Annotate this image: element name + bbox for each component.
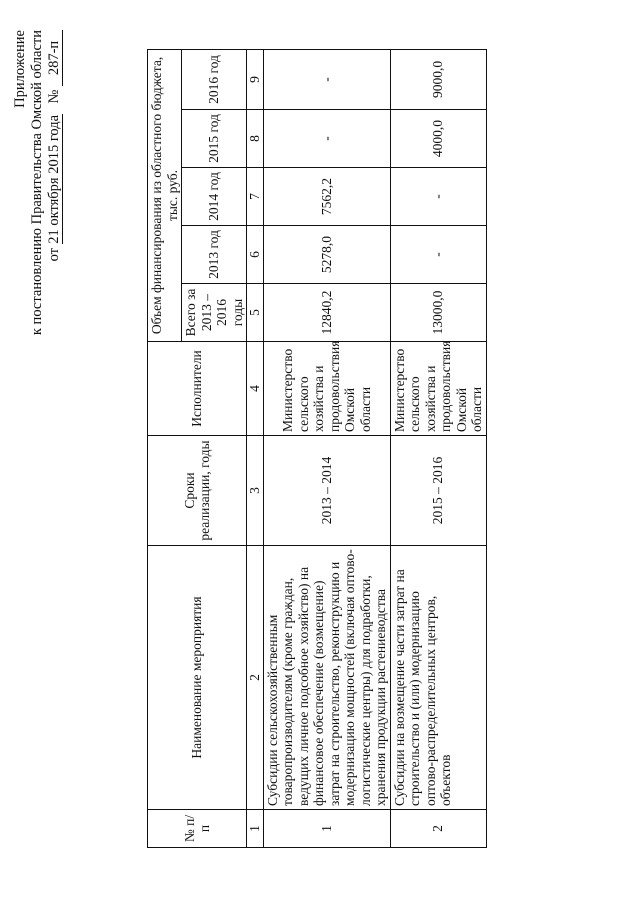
- executor-cell: Министерство сельского хозяйства и продовольствия Омской области: [390, 342, 486, 436]
- y2015-cell: 4000,0: [390, 110, 486, 168]
- executor-cell: Министерство сельского хозяйства и продовольствия Омской области: [263, 342, 390, 436]
- row-num: 2: [390, 810, 486, 848]
- column-number: 1: [247, 810, 264, 848]
- total-cell: 12840,2: [263, 284, 390, 342]
- col-term-header: Сроки реализации, годы: [148, 436, 247, 546]
- table-row: [263, 49, 390, 847]
- col-num-header: № п/п: [148, 810, 247, 848]
- column-number: 3: [247, 436, 264, 546]
- col-2013-header: 2013 год: [182, 226, 247, 284]
- y2016-cell: -: [263, 49, 390, 109]
- col-2016-header: 2016 год: [182, 49, 247, 109]
- appendix-label: Приложение: [12, 30, 28, 108]
- y2016-cell: 9000,0: [390, 49, 486, 109]
- col-funding-header: Объем финансирования из областного бюджета, тыс. руб.: [148, 49, 182, 341]
- total-cell: 13000,0: [390, 284, 486, 342]
- column-number: 4: [247, 342, 264, 436]
- column-number: 8: [247, 110, 264, 168]
- y2015-cell: -: [263, 110, 390, 168]
- col-2015-header: 2015 год: [182, 110, 247, 168]
- y2013-cell: 5278,0: [263, 226, 390, 284]
- column-number: 7: [247, 168, 264, 226]
- row-num: 1: [263, 810, 390, 848]
- col-total-header: Всего за 2013 – 2016 годы: [182, 284, 247, 342]
- from-label: от: [46, 247, 62, 262]
- column-numbers-row: [247, 49, 264, 847]
- measure-name: Субсидии сельскохозяйственным товаропроизводителям (кроме граждан, ведущих личное подсобное хозяйство) на финансовое обеспечение (возмещение) затрат на строительство, реконструкцию и модернизацию мощностей (включая оптово-логистические центры) для подработки, хранения продукции растениеводства: [263, 546, 390, 810]
- y2013-cell: -: [390, 226, 486, 284]
- y2014-cell: 7562,2: [263, 168, 390, 226]
- column-number: 2: [247, 546, 264, 810]
- column-number: 9: [247, 49, 264, 109]
- column-number: 6: [247, 226, 264, 284]
- resolution-date-line: [46, 30, 63, 261]
- y2014-cell: -: [390, 168, 486, 226]
- col-executors-header: Исполнители: [148, 342, 247, 436]
- column-number: 5: [247, 284, 264, 342]
- table-row: [390, 49, 486, 847]
- resolution-number: 287-п: [46, 30, 63, 86]
- number-label: №: [46, 89, 62, 104]
- term-cell: 2015 – 2016: [390, 436, 486, 546]
- measure-name: Субсидии на возмещение части затрат на строительство и (или) модернизацию оптово-распределительных центров, объектов: [390, 546, 486, 810]
- resolution-reference: к постановлению Правительства Омской области: [29, 30, 45, 336]
- col-name-header: Наименование мероприятия: [148, 546, 247, 810]
- measures-table: [147, 49, 487, 848]
- resolution-date: 21 октября 2015 года: [46, 114, 62, 244]
- col-2014-header: 2014 год: [182, 168, 247, 226]
- term-cell: 2013 – 2014: [263, 436, 390, 546]
